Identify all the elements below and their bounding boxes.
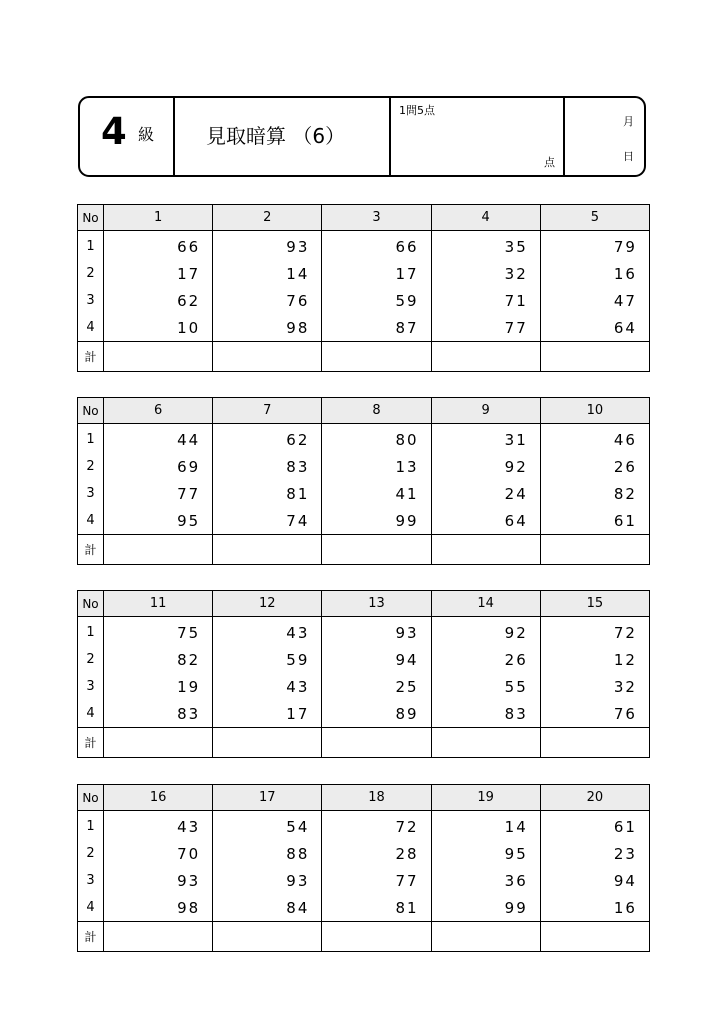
number-cell: 76 [213, 287, 322, 314]
problem-number: 11 [104, 591, 213, 617]
number-cell: 62 [213, 424, 322, 454]
total-row [78, 535, 650, 565]
number-cell: 89 [322, 700, 431, 728]
table-row [78, 314, 650, 342]
table-row [78, 700, 650, 728]
number-cell: 28 [322, 840, 431, 867]
answer-cell[interactable] [431, 728, 540, 758]
problem-number: 18 [322, 785, 431, 811]
number-cell: 98 [213, 314, 322, 342]
number-cell: 31 [431, 424, 540, 454]
number-cell: 36 [431, 867, 540, 894]
table-row [78, 424, 650, 454]
number-cell: 14 [431, 811, 540, 841]
problem-number: 17 [213, 785, 322, 811]
number-cell: 83 [213, 453, 322, 480]
number-cell: 71 [431, 287, 540, 314]
table-row [78, 260, 650, 287]
number-cell: 93 [213, 867, 322, 894]
no-header: No [78, 785, 104, 811]
number-cell: 35 [431, 231, 540, 261]
number-cell: 72 [540, 617, 649, 647]
problem-number: 9 [431, 398, 540, 424]
row-number: 3 [78, 673, 104, 700]
day-label: 日 [623, 150, 634, 163]
number-cell: 93 [322, 617, 431, 647]
table-row [78, 231, 650, 261]
problem-number: 15 [540, 591, 649, 617]
row-number: 2 [78, 260, 104, 287]
problem-number: 5 [540, 205, 649, 231]
answer-cell[interactable] [540, 728, 649, 758]
problem-number: 7 [213, 398, 322, 424]
number-cell: 82 [540, 480, 649, 507]
table-row [78, 811, 650, 841]
total-label: 計 [78, 728, 104, 758]
score-label: 1問5点 [399, 104, 435, 117]
number-cell: 93 [213, 231, 322, 261]
problem-number: 12 [213, 591, 322, 617]
number-cell: 94 [322, 646, 431, 673]
number-cell: 32 [431, 260, 540, 287]
problem-number: 14 [431, 591, 540, 617]
problem-number: 10 [540, 398, 649, 424]
score-unit: 点 [544, 156, 555, 169]
table-row [78, 894, 650, 922]
row-number: 1 [78, 811, 104, 841]
number-cell: 23 [540, 840, 649, 867]
number-cell: 66 [322, 231, 431, 261]
row-number: 4 [78, 507, 104, 535]
answer-cell[interactable] [540, 922, 649, 952]
answer-cell[interactable] [322, 342, 431, 372]
number-cell: 77 [322, 867, 431, 894]
problem-number: 1 [104, 205, 213, 231]
answer-cell[interactable] [540, 535, 649, 565]
total-row [78, 342, 650, 372]
number-cell: 16 [540, 260, 649, 287]
problem-number: 13 [322, 591, 431, 617]
table-row [78, 673, 650, 700]
no-header: No [78, 205, 104, 231]
number-cell: 95 [104, 507, 213, 535]
table-header-row [78, 205, 650, 231]
title-box [175, 98, 391, 175]
table-row [78, 617, 650, 647]
answer-cell[interactable] [322, 728, 431, 758]
answer-cell[interactable] [322, 535, 431, 565]
answer-cell[interactable] [431, 342, 540, 372]
number-cell: 16 [540, 894, 649, 922]
total-label: 計 [78, 922, 104, 952]
number-cell: 44 [104, 424, 213, 454]
number-cell: 69 [104, 453, 213, 480]
worksheet-header [78, 96, 646, 177]
grade-box [80, 98, 175, 175]
total-row [78, 728, 650, 758]
answer-cell[interactable] [213, 342, 322, 372]
number-cell: 43 [213, 673, 322, 700]
number-cell: 66 [104, 231, 213, 261]
number-cell: 62 [104, 287, 213, 314]
number-cell: 83 [104, 700, 213, 728]
number-cell: 24 [431, 480, 540, 507]
number-cell: 81 [322, 894, 431, 922]
table-row [78, 646, 650, 673]
problem-table [77, 397, 650, 565]
number-cell: 72 [322, 811, 431, 841]
number-cell: 74 [213, 507, 322, 535]
row-number: 2 [78, 840, 104, 867]
row-number: 2 [78, 646, 104, 673]
table-header-row [78, 398, 650, 424]
row-number: 3 [78, 867, 104, 894]
row-number: 4 [78, 700, 104, 728]
number-cell: 19 [104, 673, 213, 700]
problem-table [77, 590, 650, 758]
number-cell: 94 [540, 867, 649, 894]
problem-number: 16 [104, 785, 213, 811]
problem-number: 8 [322, 398, 431, 424]
answer-cell[interactable] [213, 535, 322, 565]
number-cell: 70 [104, 840, 213, 867]
row-number: 2 [78, 453, 104, 480]
answer-cell[interactable] [213, 728, 322, 758]
number-cell: 76 [540, 700, 649, 728]
answer-cell[interactable] [540, 342, 649, 372]
number-cell: 93 [104, 867, 213, 894]
number-cell: 98 [104, 894, 213, 922]
number-cell: 26 [431, 646, 540, 673]
number-cell: 59 [213, 646, 322, 673]
grade-suffix: 級 [138, 125, 155, 144]
number-cell: 59 [322, 287, 431, 314]
row-number: 1 [78, 231, 104, 261]
number-cell: 87 [322, 314, 431, 342]
problem-table [77, 204, 650, 372]
number-cell: 99 [322, 507, 431, 535]
problem-number: 4 [431, 205, 540, 231]
number-cell: 43 [213, 617, 322, 647]
date-box[interactable] [565, 98, 644, 175]
row-number: 1 [78, 424, 104, 454]
table-row [78, 453, 650, 480]
number-cell: 32 [540, 673, 649, 700]
row-number: 1 [78, 617, 104, 647]
number-cell: 81 [213, 480, 322, 507]
number-cell: 95 [431, 840, 540, 867]
table-row [78, 840, 650, 867]
answer-cell[interactable] [322, 922, 431, 952]
number-cell: 61 [540, 811, 649, 841]
number-cell: 43 [104, 811, 213, 841]
number-cell: 14 [213, 260, 322, 287]
number-cell: 83 [431, 700, 540, 728]
number-cell: 64 [431, 507, 540, 535]
number-cell: 17 [104, 260, 213, 287]
number-cell: 92 [431, 453, 540, 480]
number-cell: 92 [431, 617, 540, 647]
no-header: No [78, 398, 104, 424]
number-cell: 61 [540, 507, 649, 535]
number-cell: 41 [322, 480, 431, 507]
no-header: No [78, 591, 104, 617]
table-row [78, 287, 650, 314]
number-cell: 54 [213, 811, 322, 841]
table-row [78, 867, 650, 894]
answer-cell[interactable] [104, 535, 213, 565]
number-cell: 77 [431, 314, 540, 342]
answer-cell[interactable] [431, 922, 540, 952]
answer-cell[interactable] [104, 342, 213, 372]
number-cell: 47 [540, 287, 649, 314]
score-box[interactable] [391, 98, 565, 175]
number-cell: 99 [431, 894, 540, 922]
problem-number: 2 [213, 205, 322, 231]
number-cell: 84 [213, 894, 322, 922]
problem-number: 3 [322, 205, 431, 231]
problem-table [77, 784, 650, 952]
number-cell: 46 [540, 424, 649, 454]
number-cell: 55 [431, 673, 540, 700]
number-cell: 77 [104, 480, 213, 507]
number-cell: 75 [104, 617, 213, 647]
table-row [78, 507, 650, 535]
worksheet-title: 見取暗算 （6） [206, 124, 346, 148]
grade-number: 4 [101, 110, 127, 153]
total-label: 計 [78, 535, 104, 565]
row-number: 4 [78, 894, 104, 922]
row-number: 3 [78, 287, 104, 314]
number-cell: 88 [213, 840, 322, 867]
number-cell: 25 [322, 673, 431, 700]
number-cell: 10 [104, 314, 213, 342]
table-header-row [78, 591, 650, 617]
table-header-row [78, 785, 650, 811]
answer-cell[interactable] [104, 728, 213, 758]
number-cell: 82 [104, 646, 213, 673]
row-number: 3 [78, 480, 104, 507]
total-label: 計 [78, 342, 104, 372]
total-row [78, 922, 650, 952]
number-cell: 13 [322, 453, 431, 480]
table-row [78, 480, 650, 507]
row-number: 4 [78, 314, 104, 342]
problem-number: 6 [104, 398, 213, 424]
number-cell: 80 [322, 424, 431, 454]
answer-cell[interactable] [213, 922, 322, 952]
number-cell: 79 [540, 231, 649, 261]
answer-cell[interactable] [431, 535, 540, 565]
number-cell: 17 [322, 260, 431, 287]
number-cell: 64 [540, 314, 649, 342]
number-cell: 12 [540, 646, 649, 673]
problem-number: 20 [540, 785, 649, 811]
month-label: 月 [623, 115, 634, 128]
number-cell: 17 [213, 700, 322, 728]
number-cell: 26 [540, 453, 649, 480]
problem-number: 19 [431, 785, 540, 811]
answer-cell[interactable] [104, 922, 213, 952]
